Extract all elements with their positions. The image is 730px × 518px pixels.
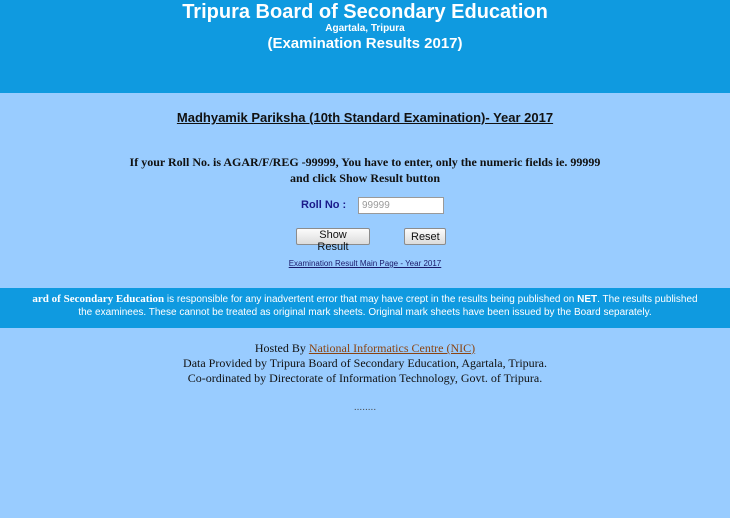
disclaimer-net: NET (577, 294, 598, 305)
roll-no-label: Roll No : (301, 199, 347, 211)
page-header (0, 0, 730, 93)
result-main-page-link[interactable]: Examination Result Main Page - Year 2017 (288, 259, 442, 268)
nic-link[interactable]: National Informatics Centre (NIC) (308, 341, 476, 355)
results-heading: (Examination Results 2017) (267, 35, 463, 52)
reset-button[interactable]: Reset (404, 228, 446, 245)
show-result-button[interactable]: Show Result (296, 228, 370, 245)
data-provided-line: Data Provided by Tripura Board of Secondary Education, Agartala, Tripura. (183, 356, 547, 370)
disclaimer-line-1 (32, 292, 697, 307)
roll-no-input[interactable] (358, 197, 444, 214)
disclaimer-line-2: the examinees. These cannot be treated as original mark sheets. Original mark sheets have been issued by the Board separately. (78, 307, 652, 318)
hosted-by-text: Hosted By (254, 341, 309, 355)
disclaimer-text-b: . The results published (597, 294, 698, 305)
coordinated-line: Co-ordinated by Directorate of Information Technology, Govt. of Tripura. (187, 371, 543, 385)
instruction-line-1: If your Roll No. is AGAR/F/REG -99999, You have to enter, only the numeric fields ie. 99999 (129, 155, 601, 169)
disclaimer-banner (0, 288, 730, 328)
board-location: Agartala, Tripura (325, 23, 405, 34)
instructions (0, 154, 730, 186)
board-title: Tripura Board of Secondary Education (182, 1, 548, 23)
exam-title: Madhyamik Pariksha (10th Standard Examination)- Year 2017 (176, 110, 554, 125)
instruction-line-2: and click Show Result button (289, 171, 441, 185)
hosted-by-line (0, 341, 730, 356)
disclaimer-text-a: is responsible for any inadvertent error that may have crept in the results being published on (164, 294, 578, 305)
footer-dots: ........ (353, 402, 377, 413)
page-footer (0, 341, 730, 386)
disclaimer-board-name: ard of Secondary Education (32, 293, 165, 305)
